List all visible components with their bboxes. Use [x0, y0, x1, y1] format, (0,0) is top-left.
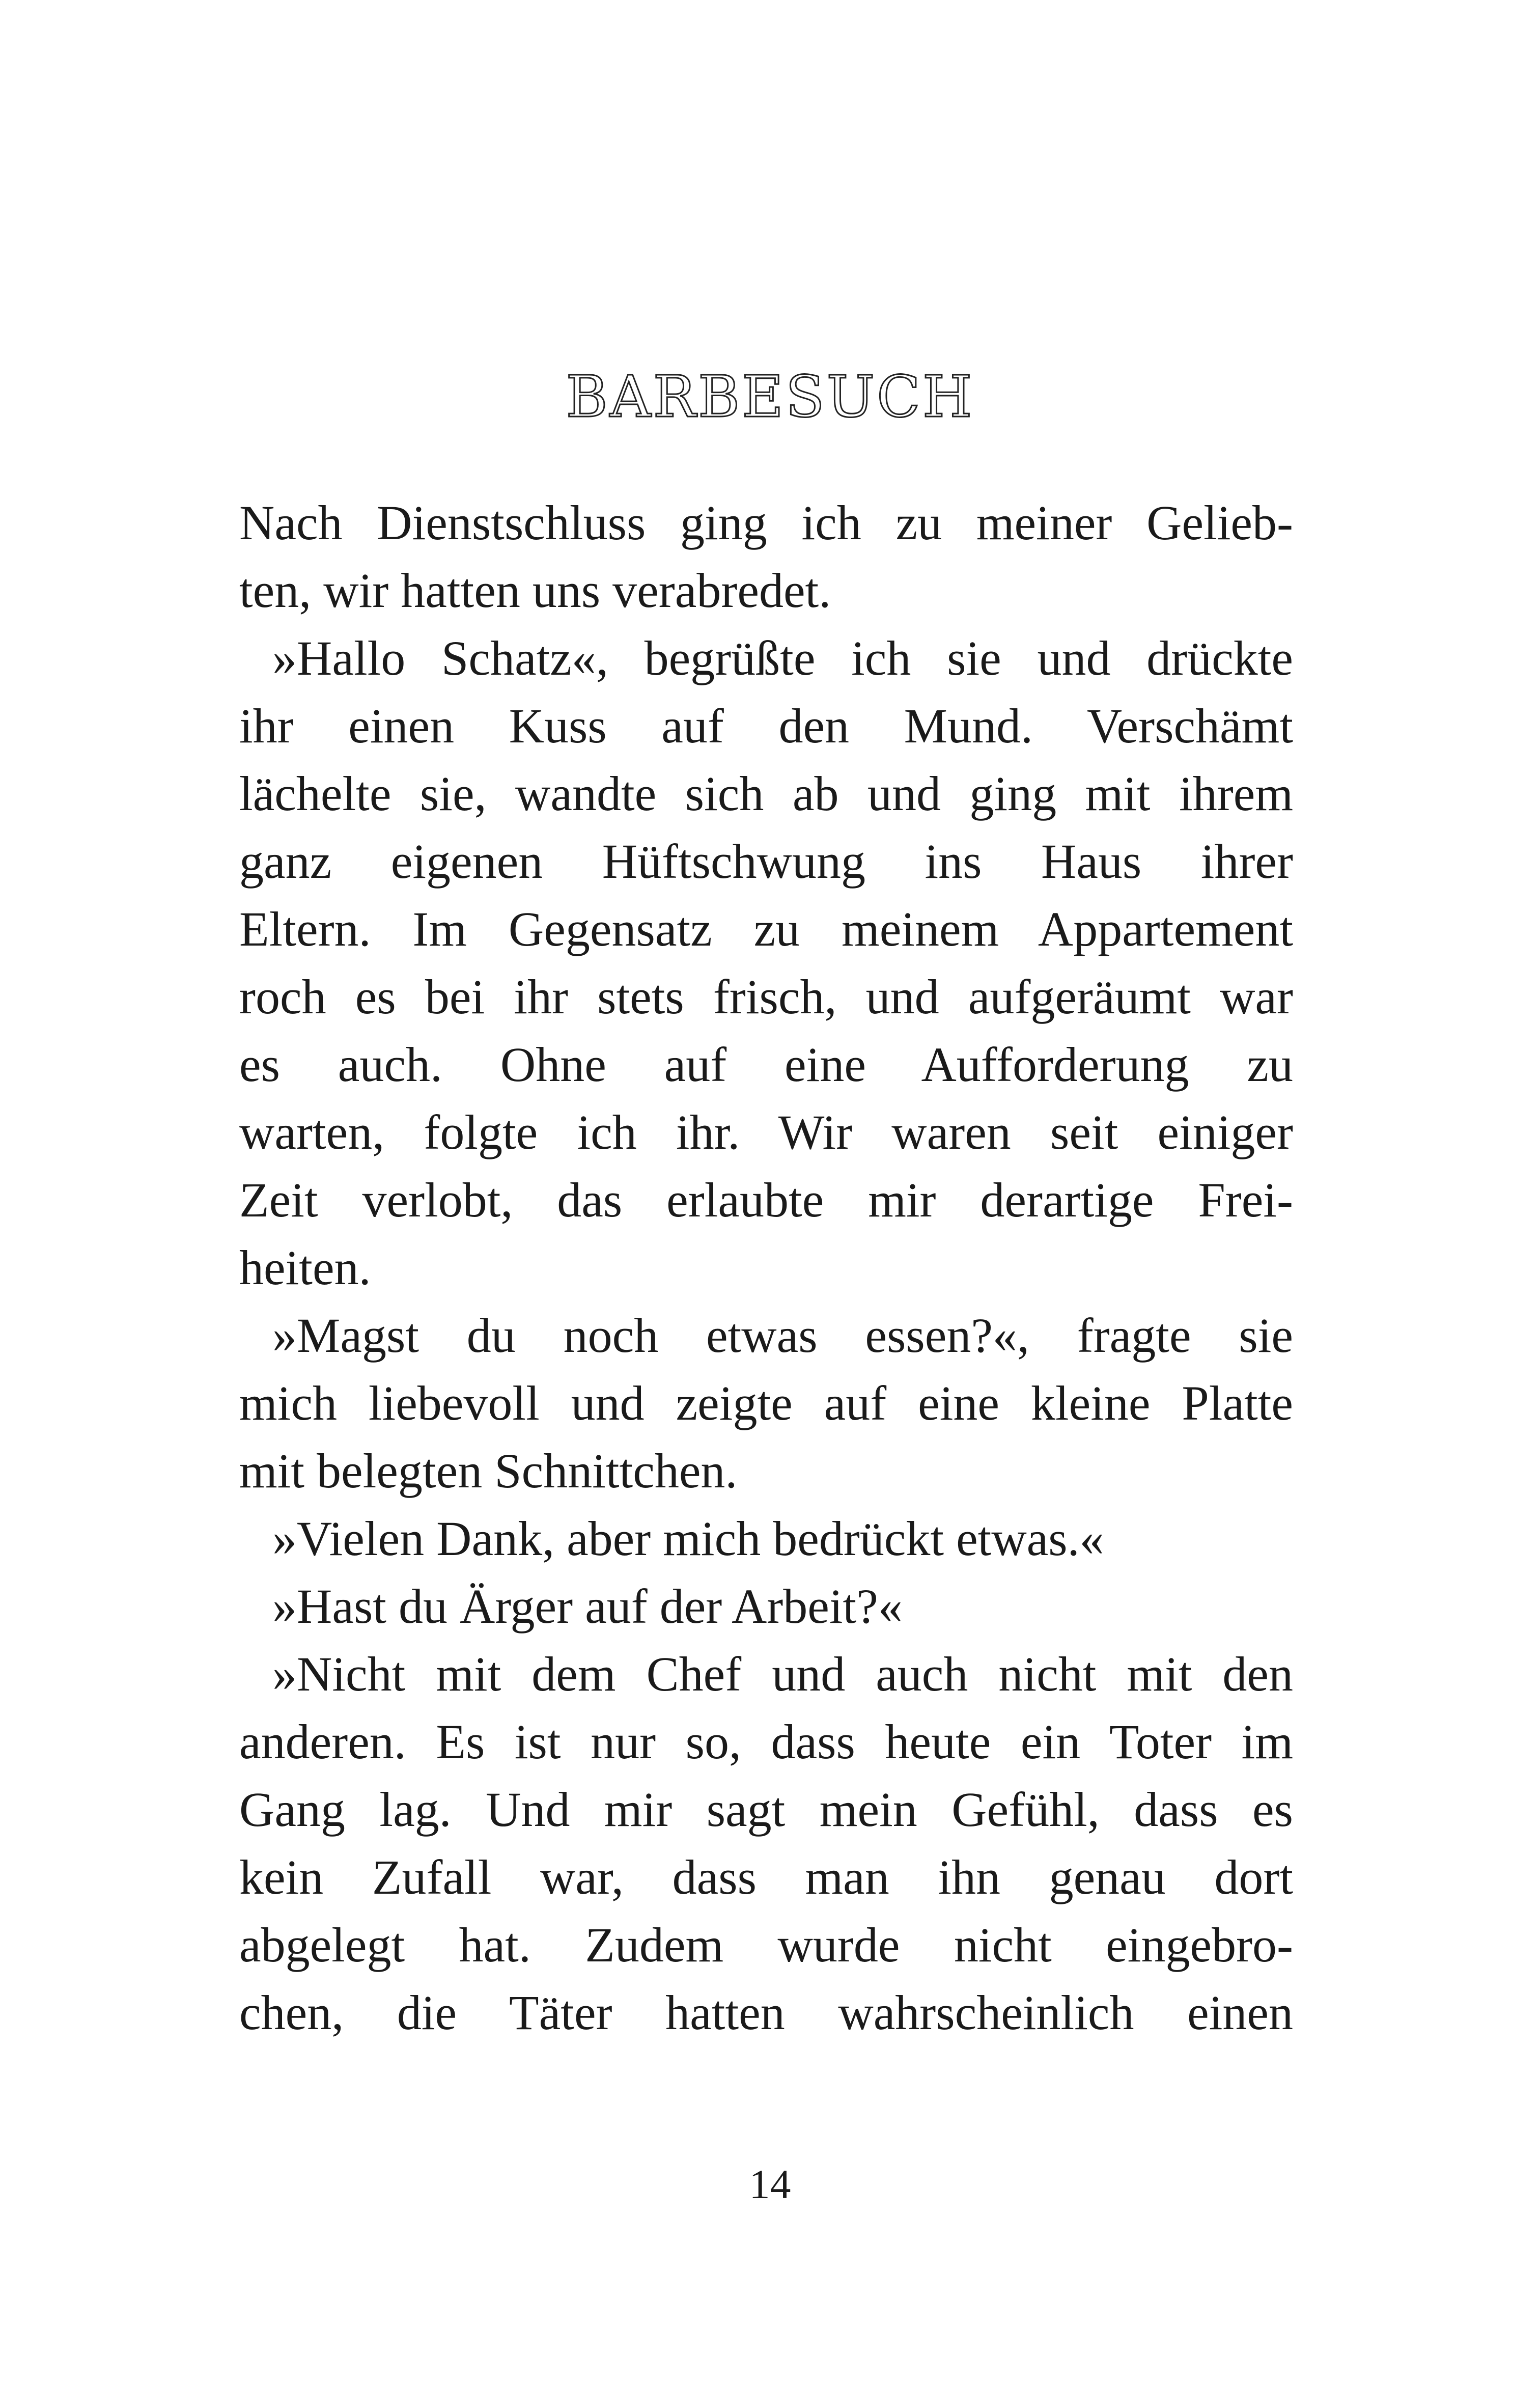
- text-line: »Magst du noch etwas essen?«, fragte sie: [272, 1308, 1293, 1363]
- text-line: roch es bei ihr stets frisch, und aufgeräumt war: [239, 970, 1293, 1024]
- text-line: anderen. Es ist nur so, dass heute ein Toter im: [239, 1714, 1293, 1769]
- text-line: »Nicht mit dem Chef und auch nicht mit den: [272, 1647, 1293, 1701]
- text-line: lächelte sie, wandte sich ab und ging mit ihrem: [239, 766, 1293, 821]
- text-line: es auch. Ohne auf eine Aufforderung zu: [239, 1037, 1293, 1092]
- chapter-title: [0, 356, 1540, 438]
- page-number: 14: [749, 2161, 791, 2207]
- text-line: ihr einen Kuss auf den Mund. Verschämt: [239, 699, 1293, 753]
- text-line: Zeit verlobt, das erlaubte mir derartige Frei-: [239, 1173, 1293, 1227]
- chapter-title-text: BARBESUCH: [566, 364, 974, 430]
- text-line: kein Zufall war, dass man ihn genau dort: [239, 1850, 1293, 1904]
- text-line: chen, die Täter hatten wahrscheinlich einen: [239, 1985, 1293, 2040]
- text-line: »Hallo Schatz«, begrüßte ich sie und drückte: [272, 631, 1293, 685]
- text-line: mit belegten Schnittchen.: [239, 1444, 738, 1498]
- text-line: Nach Dienstschluss ging ich zu meiner Gelieb-: [239, 495, 1293, 550]
- text-line: Eltern. Im Gegensatz zu meinem Appartement: [239, 902, 1293, 956]
- body-text: [239, 489, 1293, 2046]
- text-line: heiten.: [239, 1240, 371, 1295]
- text-line: »Vielen Dank, aber mich bedrückt etwas.«: [272, 1511, 1104, 1566]
- text-line: ten, wir hatten uns verabredet.: [239, 563, 831, 618]
- text-line: Gang lag. Und mir sagt mein Gefühl, dass es: [239, 1782, 1293, 1837]
- text-line: »Hast du Ärger auf der Arbeit?«: [272, 1579, 903, 1633]
- text-line: mich liebevoll und zeigte auf eine kleine Platte: [239, 1376, 1293, 1430]
- text-line: warten, folgte ich ihr. Wir waren seit einiger: [239, 1105, 1293, 1159]
- text-line: ganz eigenen Hüftschwung ins Haus ihrer: [239, 834, 1293, 889]
- text-line: abgelegt hat. Zudem wurde nicht eingebro-: [239, 1918, 1293, 1972]
